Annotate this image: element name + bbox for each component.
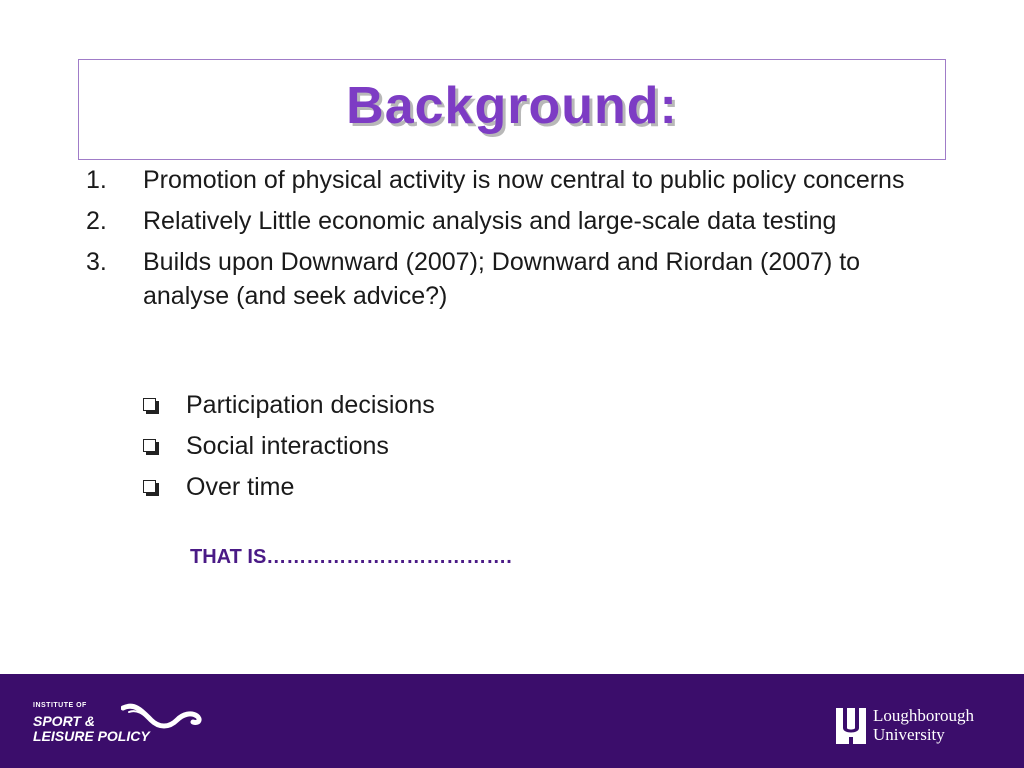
closing-text: THAT IS………………………………. (190, 546, 512, 568)
bullet-item (141, 388, 435, 422)
sport-leisure-policy-logo (33, 702, 203, 748)
logo-line-1: INSTITUTE OF (33, 702, 87, 709)
item-text: Relatively Little economic analysis and large-scale data testing (143, 207, 837, 235)
checkbox-bullet-icon (143, 398, 156, 411)
logo-line-3: LEISURE POLICY (33, 728, 150, 744)
lboro-line-2: University (873, 725, 945, 744)
lboro-u-icon (836, 708, 866, 744)
logo-line-2: SPORT & (33, 713, 95, 729)
checkbox-bullet-icon (143, 480, 156, 493)
swoosh-icon (121, 702, 203, 732)
lboro-wordmark (873, 706, 974, 744)
item-number: 1. (86, 166, 107, 194)
bullet-text: Social interactions (186, 432, 389, 460)
bullet-item (141, 470, 435, 504)
checkbox-bullet-icon (143, 439, 156, 452)
bullet-text: Participation decisions (186, 391, 435, 419)
item-text: Builds upon Downward (2007); Downward and Riordan (2007) to analyse (and seek advice?) (143, 248, 861, 310)
numbered-item (86, 245, 946, 313)
bullet-text: Over time (186, 473, 295, 501)
loughborough-logo (836, 706, 1006, 746)
numbered-item (86, 163, 946, 197)
lboro-line-1: Loughborough (873, 706, 975, 725)
numbered-list (86, 163, 946, 320)
numbered-item (86, 204, 946, 238)
footer-bar (0, 674, 1024, 768)
title-box (78, 59, 946, 160)
item-number: 2. (86, 207, 107, 235)
item-number: 3. (86, 248, 107, 276)
slide-title: Background: (346, 76, 678, 135)
bullet-list (141, 388, 435, 511)
bullet-item (141, 429, 435, 463)
item-text: Promotion of physical activity is now central to public policy concerns (143, 166, 905, 194)
